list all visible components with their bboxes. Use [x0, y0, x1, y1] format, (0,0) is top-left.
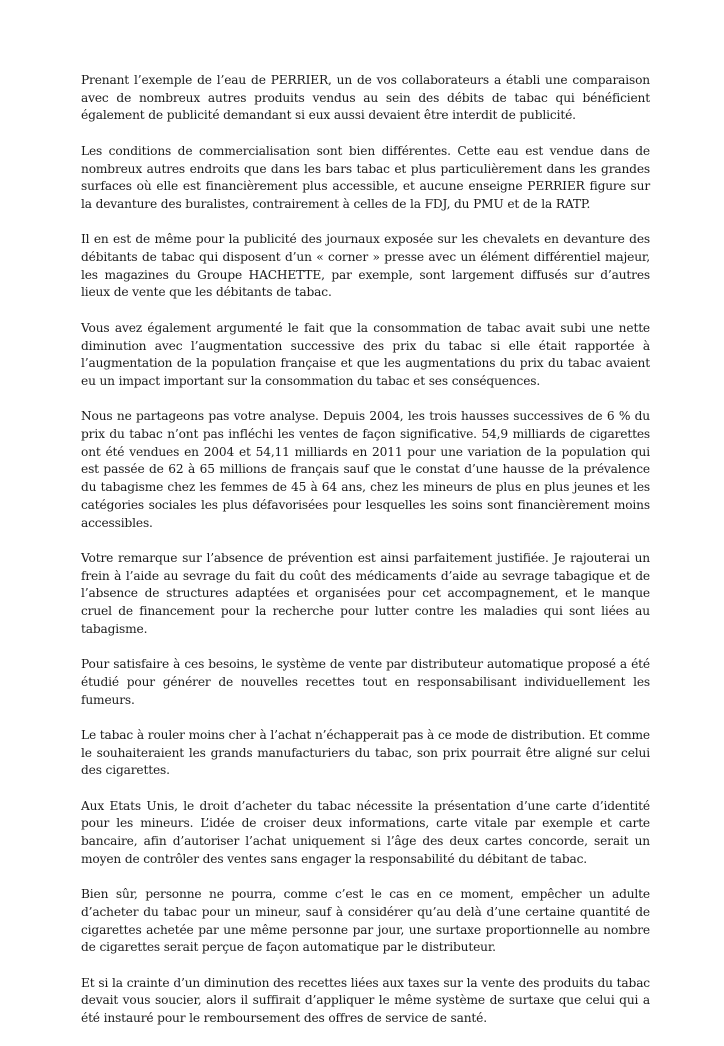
document-page	[81, 72, 650, 1046]
paragraph-analysis-disagreement: Nous ne partageons pas votre analyse. Depuis 2004, les trois hausses successives de 6 % du prix du tabac n’ont pas infléchi les ventes de façon significative. 54,9 milliards de cigarettes ont été vendues en 2004 et 54,11 milliards en 2011 pour une variation de la population qui est passée de 62 à 65 millions de français sauf que le constat d’une hausse de la prévalence du tabagisme chez les femmes de 45 à 64 ans, chez les mineurs de plus en plus jeunes et les catégories sociales les plus défavorisées pour lesquelles les soins sont financièrement moins accessibles.	[81, 409, 650, 530]
paragraph-us-identity-check: Aux Etats Unis, le droit d’acheter du tabac nécessite la présentation d’une carte d’identité pour les mineurs. L’idée de croiser deux informations, carte vitale par exemple et carte bancaire, afin d’autoriser l’achat uniquement si l’âge des deux cartes concorde, serait un moyen de contrôler des ventes sans engager la responsabilité du débitant de tabac.	[81, 798, 650, 866]
paragraph-perrier-comparison: Prenant l’exemple de l’eau de PERRIER, un de vos collaborateurs a établi une comparaison avec de nombreux autres produits vendus au sein des débits de tabac qui bénéficient également de publicité demandant si eux aussi devaient être interdit de publicité.	[81, 73, 650, 123]
paragraph-prevention-remark: Votre remarque sur l’absence de prévention est ainsi parfaitement justifiée. Je rajouterai un frein à l’aide au sevrage du fait du coût des médicaments d’aide au sevrage tabagique et de l’absence de structures adaptées et organisées pour cet accompagnement, et le manque cruel de financement pour la recherche pour lutter contre les maladies qui sont liées au tabagisme.	[81, 550, 650, 636]
paragraph-vending-system: Pour satisfaire à ces besoins, le système de vente par distributeur automatique proposé a été étudié pour générer de nouvelles recettes tout en responsabilisant individuellement les fumeurs.	[81, 657, 650, 707]
paragraph-consumption-argument: Vous avez également argumenté le fait que la consommation de tabac avait subi une nette diminution avec l’augmentation successive des prix du tabac si elle était rapportée à l’augmentation de la population française et que les augmentations du prix du tabac avaient eu un impact important sur la consommation du tabac et ses conséquences.	[81, 320, 650, 388]
paragraph-surtax-proposal: Bien sûr, personne ne pourra, comme c’est le cas en ce moment, empêcher un adulte d’acheter du tabac pour un mineur, sauf à considérer qu’au delà d’une certaine quantité de cigarettes achetée par une même personne par jour, une surtaxe proportionnelle au nombre de cigarettes serait perçue de façon automatique par le distributeur.	[81, 887, 650, 955]
paragraph-newspaper-advertising: Il en est de même pour la publicité des journaux exposée sur les chevalets en devanture des débitants de tabac qui disposent d’un « corner » presse avec un élément différentiel majeur, les magazines du Groupe HACHETTE, par exemple, sont largement diffusés sur d’autres lieux de vente que les débitants de tabac.	[81, 232, 650, 300]
paragraph-tax-revenue: Et si la crainte d’un diminution des recettes liées aux taxes sur la vente des produits du tabac devait vous soucier, alors il suffirait d’appliquer le même système de surtaxe que celui qui a été instauré pour le remboursement des offres de service de santé.	[81, 975, 650, 1026]
paragraph-commercial-conditions: Les conditions de commercialisation sont bien différentes. Cette eau est vendue dans de nombreux autres endroits que dans les bars tabac et plus particulièrement dans les grandes surfaces où elle est financièrement plus accessible, et aucune enseigne PERRIER figure sur la devanture des buralistes, contrairement à celles de la FDJ, du PMU et de la RATP.	[81, 143, 650, 211]
paragraph-rolling-tobacco: Le tabac à rouler moins cher à l’achat n’échapperait pas à ce mode de distribution. Et comme le souhaiteraient les grands manufacturiers du tabac, son prix pourrait être aligné sur celui des cigarettes.	[81, 727, 650, 778]
